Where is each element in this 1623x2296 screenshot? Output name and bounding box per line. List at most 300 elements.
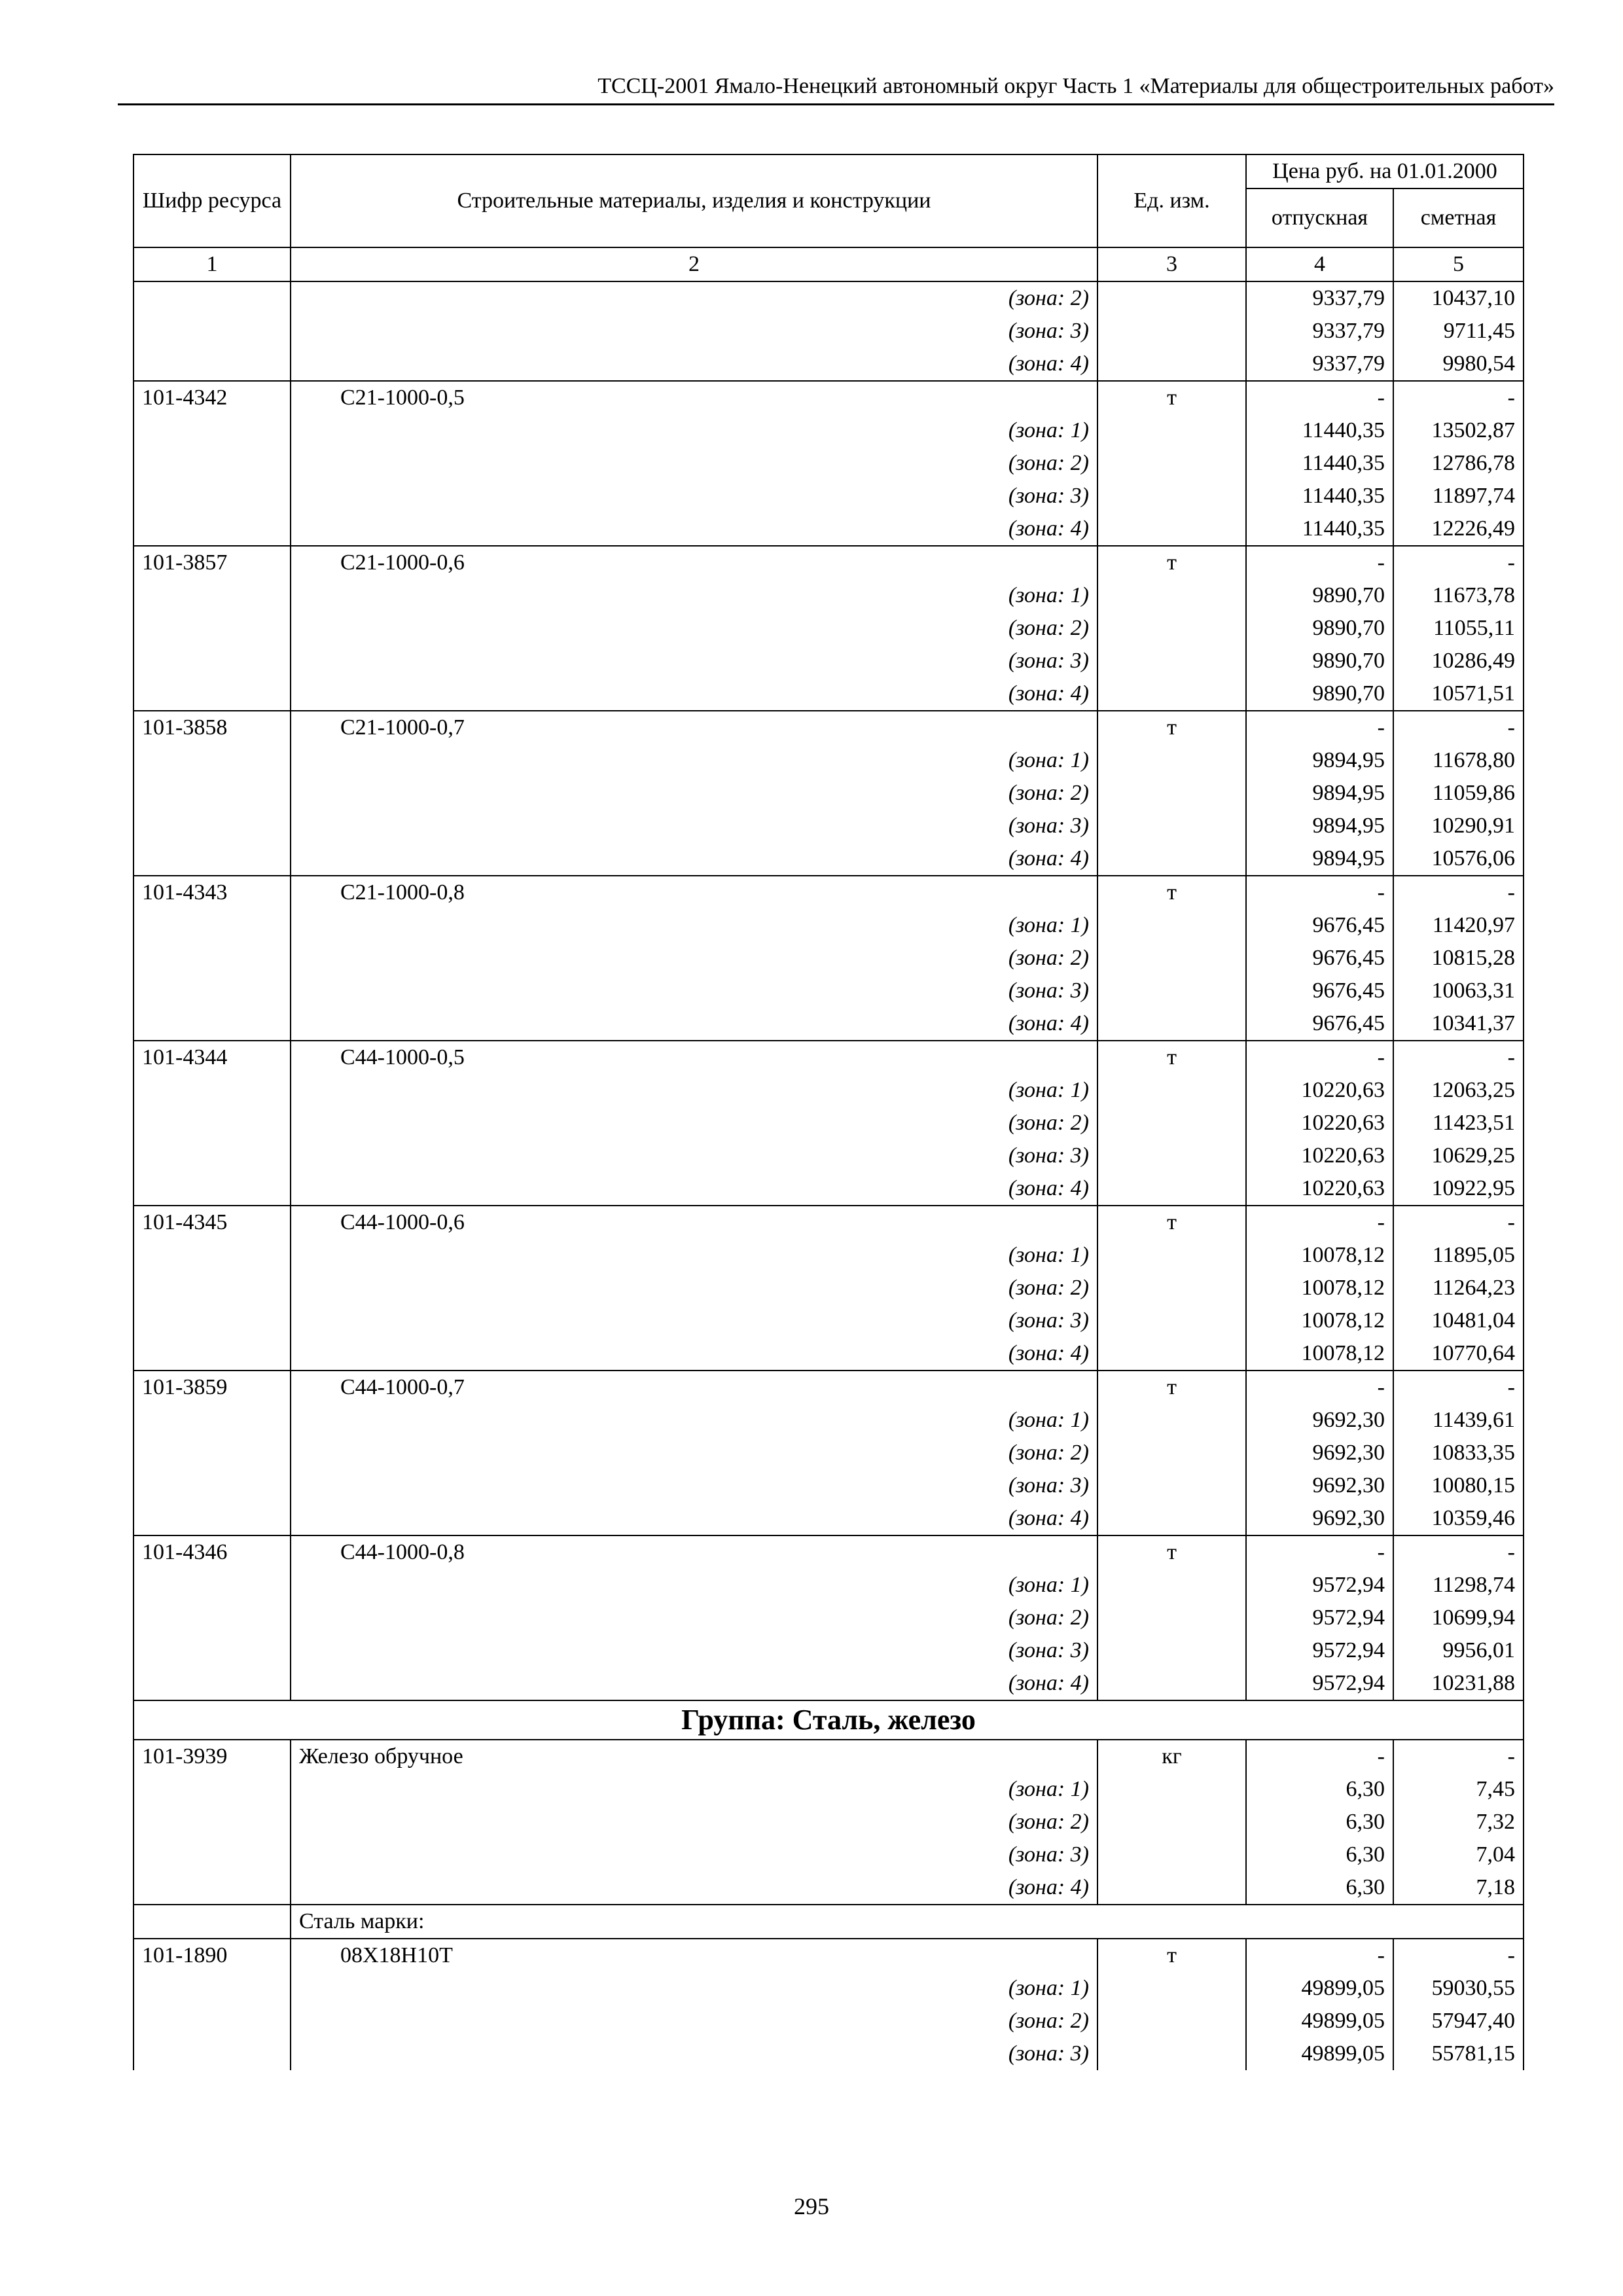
estimate-price: - (1393, 546, 1524, 579)
unit-cell-empty (1097, 348, 1246, 381)
unit-cell-empty (1097, 1469, 1246, 1502)
estimate-price: 12226,49 (1393, 512, 1524, 546)
code-cell-empty (134, 1773, 291, 1806)
release-price: 9894,95 (1246, 744, 1393, 777)
zone-label: (зона: 2) (291, 1602, 1097, 1634)
code-cell-empty (134, 1437, 291, 1469)
resource-code: 101-4342 (134, 381, 291, 414)
estimate-price: - (1393, 1535, 1524, 1569)
column-number: 1 (134, 247, 291, 281)
zone-row (134, 1773, 1524, 1806)
release-price: 9894,95 (1246, 842, 1393, 876)
item-row (134, 711, 1524, 744)
release-price: - (1246, 876, 1393, 909)
estimate-price: - (1393, 1371, 1524, 1404)
release-price: - (1246, 1371, 1393, 1404)
code-cell-empty (134, 1404, 291, 1437)
estimate-price: 11423,51 (1393, 1107, 1524, 1139)
zone-label: (зона: 2) (291, 281, 1097, 315)
code-cell-empty (134, 1139, 291, 1172)
zone-row (134, 315, 1524, 348)
resource-code: 101-1890 (134, 1939, 291, 1972)
unit-cell-empty (1097, 447, 1246, 480)
unit-cell-empty (1097, 1239, 1246, 1272)
resource-code: 101-4345 (134, 1206, 291, 1239)
zone-row (134, 1602, 1524, 1634)
release-price: 9890,70 (1246, 612, 1393, 645)
release-price: 9337,79 (1246, 348, 1393, 381)
code-cell-empty (134, 1905, 291, 1939)
zone-label: (зона: 3) (291, 1634, 1097, 1667)
code-cell-empty (134, 2005, 291, 2037)
estimate-price: 7,18 (1393, 1871, 1524, 1905)
unit-cell-empty (1097, 1502, 1246, 1535)
unit: т (1097, 1371, 1246, 1404)
release-price: 10078,12 (1246, 1272, 1393, 1304)
estimate-price: - (1393, 1740, 1524, 1773)
estimate-price: 12063,25 (1393, 1074, 1524, 1107)
estimate-price: 10231,88 (1393, 1667, 1524, 1700)
zone-label: (зона: 4) (291, 1172, 1097, 1206)
zone-label: (зона: 1) (291, 414, 1097, 447)
zone-label: (зона: 2) (291, 447, 1097, 480)
estimate-price: 11420,97 (1393, 909, 1524, 942)
estimate-price: 10576,06 (1393, 842, 1524, 876)
material-name: С44-1000-0,8 (291, 1535, 1097, 1569)
estimate-price: 10359,46 (1393, 1502, 1524, 1535)
subheading: Сталь марки: (291, 1905, 1524, 1939)
unit-cell-empty (1097, 810, 1246, 842)
column-number: 4 (1246, 247, 1393, 281)
unit-cell-empty (1097, 1107, 1246, 1139)
zone-row (134, 447, 1524, 480)
release-price: 9894,95 (1246, 810, 1393, 842)
release-price: 10078,12 (1246, 1239, 1393, 1272)
unit: кг (1097, 1740, 1246, 1773)
code-cell-empty (134, 612, 291, 645)
header-code: Шифр ресурса (134, 154, 291, 247)
release-price: 11440,35 (1246, 512, 1393, 546)
estimate-price: 10286,49 (1393, 645, 1524, 677)
unit: т (1097, 381, 1246, 414)
zone-label: (зона: 3) (291, 1469, 1097, 1502)
zone-row (134, 1272, 1524, 1304)
zone-label: (зона: 4) (291, 1871, 1097, 1905)
unit-cell-empty (1097, 1634, 1246, 1667)
zone-label: (зона: 2) (291, 1107, 1097, 1139)
estimate-price: 10629,25 (1393, 1139, 1524, 1172)
unit: т (1097, 546, 1246, 579)
release-price: 6,30 (1246, 1871, 1393, 1905)
code-cell-empty (134, 1172, 291, 1206)
unit-cell-empty (1097, 612, 1246, 645)
code-cell-empty (134, 1806, 291, 1839)
zone-row (134, 975, 1524, 1007)
code-cell-empty (134, 645, 291, 677)
estimate-price: - (1393, 876, 1524, 909)
code-cell-empty (134, 1107, 291, 1139)
price-table (133, 154, 1524, 2070)
zone-row (134, 1634, 1524, 1667)
release-price: 49899,05 (1246, 2037, 1393, 2070)
release-price: 10220,63 (1246, 1172, 1393, 1206)
estimate-price: 9956,01 (1393, 1634, 1524, 1667)
zone-label: (зона: 2) (291, 612, 1097, 645)
release-price: 10078,12 (1246, 1337, 1393, 1371)
release-price: 9692,30 (1246, 1404, 1393, 1437)
estimate-price: 7,45 (1393, 1773, 1524, 1806)
zone-label: (зона: 3) (291, 480, 1097, 512)
release-price: 11440,35 (1246, 447, 1393, 480)
unit-cell-empty (1097, 909, 1246, 942)
zone-label: (зона: 3) (291, 810, 1097, 842)
release-price: 6,30 (1246, 1839, 1393, 1871)
release-price: 9676,45 (1246, 975, 1393, 1007)
release-price: 11440,35 (1246, 414, 1393, 447)
code-cell-empty (134, 810, 291, 842)
unit-cell-empty (1097, 1337, 1246, 1371)
code-cell-empty (134, 414, 291, 447)
release-price: 9337,79 (1246, 281, 1393, 315)
zone-label: (зона: 4) (291, 1007, 1097, 1041)
code-cell-empty (134, 1602, 291, 1634)
code-cell-empty (134, 744, 291, 777)
code-cell-empty (134, 975, 291, 1007)
release-price: 10220,63 (1246, 1074, 1393, 1107)
unit-cell-empty (1097, 777, 1246, 810)
release-price: - (1246, 546, 1393, 579)
code-cell-empty (134, 348, 291, 381)
release-price: 9890,70 (1246, 579, 1393, 612)
estimate-price: 10080,15 (1393, 1469, 1524, 1502)
column-number: 2 (291, 247, 1097, 281)
zone-label: (зона: 4) (291, 677, 1097, 711)
item-row (134, 1740, 1524, 1773)
estimate-price: 10815,28 (1393, 942, 1524, 975)
zone-row (134, 645, 1524, 677)
zone-row (134, 1172, 1524, 1206)
estimate-price: 12786,78 (1393, 447, 1524, 480)
header-release-price: отпускная (1246, 188, 1393, 247)
unit: т (1097, 1206, 1246, 1239)
unit: т (1097, 1041, 1246, 1074)
zone-label: (зона: 1) (291, 1404, 1097, 1437)
zone-row (134, 1502, 1524, 1535)
unit-cell-empty (1097, 1569, 1246, 1602)
zone-label: (зона: 4) (291, 348, 1097, 381)
code-cell-empty (134, 1239, 291, 1272)
estimate-price: 59030,55 (1393, 1972, 1524, 2005)
zone-label: (зона: 4) (291, 512, 1097, 546)
release-price: 49899,05 (1246, 1972, 1393, 2005)
zone-row (134, 777, 1524, 810)
code-cell-empty (134, 1569, 291, 1602)
zone-label: (зона: 4) (291, 1667, 1097, 1700)
estimate-price: 13502,87 (1393, 414, 1524, 447)
resource-code: 101-3859 (134, 1371, 291, 1404)
zone-label: (зона: 3) (291, 315, 1097, 348)
code-cell-empty (134, 1502, 291, 1535)
unit-cell-empty (1097, 1773, 1246, 1806)
release-price: 9572,94 (1246, 1634, 1393, 1667)
zone-row (134, 1437, 1524, 1469)
code-cell-empty (134, 677, 291, 711)
estimate-price: 7,04 (1393, 1839, 1524, 1871)
resource-code: 101-4343 (134, 876, 291, 909)
item-row (134, 876, 1524, 909)
column-number-row (134, 247, 1524, 281)
estimate-price: 10437,10 (1393, 281, 1524, 315)
unit-cell-empty (1097, 2037, 1246, 2070)
unit-cell-empty (1097, 2005, 1246, 2037)
code-cell-empty (134, 579, 291, 612)
code-cell-empty (134, 942, 291, 975)
release-price: - (1246, 1939, 1393, 1972)
estimate-price: 7,32 (1393, 1806, 1524, 1839)
resource-code: 101-3857 (134, 546, 291, 579)
resource-code: 101-3939 (134, 1740, 291, 1773)
code-cell-empty (134, 1304, 291, 1337)
zone-row (134, 942, 1524, 975)
estimate-price: 11059,86 (1393, 777, 1524, 810)
release-price: 9890,70 (1246, 645, 1393, 677)
zone-row (134, 2037, 1524, 2070)
release-price: 9890,70 (1246, 677, 1393, 711)
header-estimate-price: сметная (1393, 188, 1524, 247)
estimate-price: 11897,74 (1393, 480, 1524, 512)
code-cell-empty (134, 1667, 291, 1700)
unit-cell-empty (1097, 942, 1246, 975)
zone-row (134, 1667, 1524, 1700)
unit-cell-empty (1097, 975, 1246, 1007)
unit: т (1097, 711, 1246, 744)
zone-row (134, 1007, 1524, 1041)
release-price: - (1246, 711, 1393, 744)
column-number: 5 (1393, 247, 1524, 281)
estimate-price: 10571,51 (1393, 677, 1524, 711)
estimate-price: - (1393, 711, 1524, 744)
code-cell-empty (134, 1074, 291, 1107)
zone-label: (зона: 3) (291, 975, 1097, 1007)
item-row (134, 1206, 1524, 1239)
unit-cell-empty (1097, 842, 1246, 876)
release-price: - (1246, 1206, 1393, 1239)
release-price: 9894,95 (1246, 777, 1393, 810)
release-price: 11440,35 (1246, 480, 1393, 512)
zone-row (134, 744, 1524, 777)
zone-row (134, 612, 1524, 645)
header-name: Строительные материалы, изделия и конструкции (291, 154, 1097, 247)
zone-row (134, 1304, 1524, 1337)
release-price: 6,30 (1246, 1773, 1393, 1806)
unit-cell-empty (1097, 1437, 1246, 1469)
zone-label: (зона: 2) (291, 1272, 1097, 1304)
code-cell-empty (134, 447, 291, 480)
unit-cell-empty (1097, 281, 1246, 315)
code-cell-empty (134, 1972, 291, 2005)
material-name: Железо обручное (291, 1740, 1097, 1773)
zone-row (134, 909, 1524, 942)
code-cell-empty (134, 512, 291, 546)
zone-label: (зона: 1) (291, 1074, 1097, 1107)
release-price: 10220,63 (1246, 1107, 1393, 1139)
release-price: 9676,45 (1246, 1007, 1393, 1041)
unit-cell-empty (1097, 744, 1246, 777)
zone-label: (зона: 2) (291, 1437, 1097, 1469)
subheading-row (134, 1905, 1524, 1939)
unit: т (1097, 1535, 1246, 1569)
zone-label: (зона: 2) (291, 777, 1097, 810)
code-cell-empty (134, 2037, 291, 2070)
item-row (134, 546, 1524, 579)
estimate-price: - (1393, 1206, 1524, 1239)
zone-row (134, 1139, 1524, 1172)
estimate-price: 10833,35 (1393, 1437, 1524, 1469)
zone-row (134, 1107, 1524, 1139)
zone-row (134, 1806, 1524, 1839)
unit-cell-empty (1097, 315, 1246, 348)
code-cell-empty (134, 1839, 291, 1871)
zone-row (134, 512, 1524, 546)
zone-row (134, 348, 1524, 381)
estimate-price: 10699,94 (1393, 1602, 1524, 1634)
unit-cell-empty (1097, 480, 1246, 512)
zone-label: (зона: 3) (291, 1139, 1097, 1172)
estimate-price: 10341,37 (1393, 1007, 1524, 1041)
material-name: С44-1000-0,6 (291, 1206, 1097, 1239)
release-price: 9692,30 (1246, 1469, 1393, 1502)
zone-label: (зона: 4) (291, 1337, 1097, 1371)
zone-label: (зона: 1) (291, 909, 1097, 942)
release-price: - (1246, 1535, 1393, 1569)
estimate-price: 57947,40 (1393, 2005, 1524, 2037)
item-row (134, 1939, 1524, 1972)
unit-cell-empty (1097, 579, 1246, 612)
item-row (134, 1371, 1524, 1404)
unit-cell-empty (1097, 1007, 1246, 1041)
material-name: С21-1000-0,7 (291, 711, 1097, 744)
release-price: - (1246, 1041, 1393, 1074)
material-name: С44-1000-0,5 (291, 1041, 1097, 1074)
code-cell-empty (134, 1634, 291, 1667)
unit-cell-empty (1097, 1667, 1246, 1700)
release-price: 9572,94 (1246, 1602, 1393, 1634)
zone-label: (зона: 1) (291, 1569, 1097, 1602)
zone-label: (зона: 4) (291, 1502, 1097, 1535)
estimate-price: 11895,05 (1393, 1239, 1524, 1272)
page-number: 295 (794, 2193, 829, 2219)
estimate-price: 9711,45 (1393, 315, 1524, 348)
zone-row (134, 1972, 1524, 2005)
release-price: - (1246, 1740, 1393, 1773)
zone-row (134, 1239, 1524, 1272)
release-price: 10078,12 (1246, 1304, 1393, 1337)
release-price: 6,30 (1246, 1806, 1393, 1839)
price-table-body (134, 281, 1524, 2070)
unit-cell-empty (1097, 1272, 1246, 1304)
code-cell-empty (134, 1871, 291, 1905)
material-name: С21-1000-0,6 (291, 546, 1097, 579)
estimate-price: 10063,31 (1393, 975, 1524, 1007)
material-name: С44-1000-0,7 (291, 1371, 1097, 1404)
unit-cell-empty (1097, 1602, 1246, 1634)
unit-cell-empty (1097, 1304, 1246, 1337)
estimate-price: 10770,64 (1393, 1337, 1524, 1371)
group-title: Группа: Сталь, железо (134, 1700, 1524, 1740)
unit-cell-empty (1097, 512, 1246, 546)
unit-cell-empty (1097, 1074, 1246, 1107)
unit-cell-empty (1097, 1139, 1246, 1172)
zone-row (134, 1074, 1524, 1107)
estimate-price: 9980,54 (1393, 348, 1524, 381)
zone-label: (зона: 3) (291, 1304, 1097, 1337)
material-name: С21-1000-0,8 (291, 876, 1097, 909)
zone-label: (зона: 2) (291, 942, 1097, 975)
zone-label: (зона: 1) (291, 1773, 1097, 1806)
zone-row (134, 281, 1524, 315)
code-cell-empty (134, 1007, 291, 1041)
estimate-price: 11298,74 (1393, 1569, 1524, 1602)
release-price: 9692,30 (1246, 1502, 1393, 1535)
zone-label: (зона: 2) (291, 1806, 1097, 1839)
release-price: 10220,63 (1246, 1139, 1393, 1172)
header-unit: Ед. изм. (1097, 154, 1246, 247)
zone-label: (зона: 3) (291, 1839, 1097, 1871)
zone-row (134, 480, 1524, 512)
unit-cell-empty (1097, 1806, 1246, 1839)
zone-label: (зона: 4) (291, 842, 1097, 876)
unit-cell-empty (1097, 1172, 1246, 1206)
code-cell-empty (134, 777, 291, 810)
unit-cell-empty (1097, 1839, 1246, 1871)
group-row (134, 1700, 1524, 1740)
header-price: Цена руб. на 01.01.2000 (1246, 154, 1524, 188)
estimate-price: 10290,91 (1393, 810, 1524, 842)
code-cell-empty (134, 1337, 291, 1371)
unit: т (1097, 876, 1246, 909)
code-cell-empty (134, 480, 291, 512)
resource-code: 101-4344 (134, 1041, 291, 1074)
item-row (134, 381, 1524, 414)
code-cell-empty (134, 281, 291, 315)
zone-row (134, 414, 1524, 447)
estimate-price: 11264,23 (1393, 1272, 1524, 1304)
estimate-price: 10922,95 (1393, 1172, 1524, 1206)
column-number: 3 (1097, 247, 1246, 281)
unit-cell-empty (1097, 1404, 1246, 1437)
code-cell-empty (134, 842, 291, 876)
release-price: 9692,30 (1246, 1437, 1393, 1469)
zone-label: (зона: 2) (291, 2005, 1097, 2037)
release-price: 9337,79 (1246, 315, 1393, 348)
zone-row (134, 1469, 1524, 1502)
zone-label: (зона: 1) (291, 744, 1097, 777)
resource-code: 101-3858 (134, 711, 291, 744)
estimate-price: 10481,04 (1393, 1304, 1524, 1337)
zone-row (134, 810, 1524, 842)
zone-row (134, 2005, 1524, 2037)
item-row (134, 1535, 1524, 1569)
zone-row (134, 677, 1524, 711)
unit-cell-empty (1097, 645, 1246, 677)
estimate-price: 11673,78 (1393, 579, 1524, 612)
estimate-price: 11678,80 (1393, 744, 1524, 777)
estimate-price: 55781,15 (1393, 2037, 1524, 2070)
zone-row (134, 579, 1524, 612)
header-rule (118, 103, 1554, 105)
zone-row (134, 1569, 1524, 1602)
unit-cell-empty (1097, 1871, 1246, 1905)
